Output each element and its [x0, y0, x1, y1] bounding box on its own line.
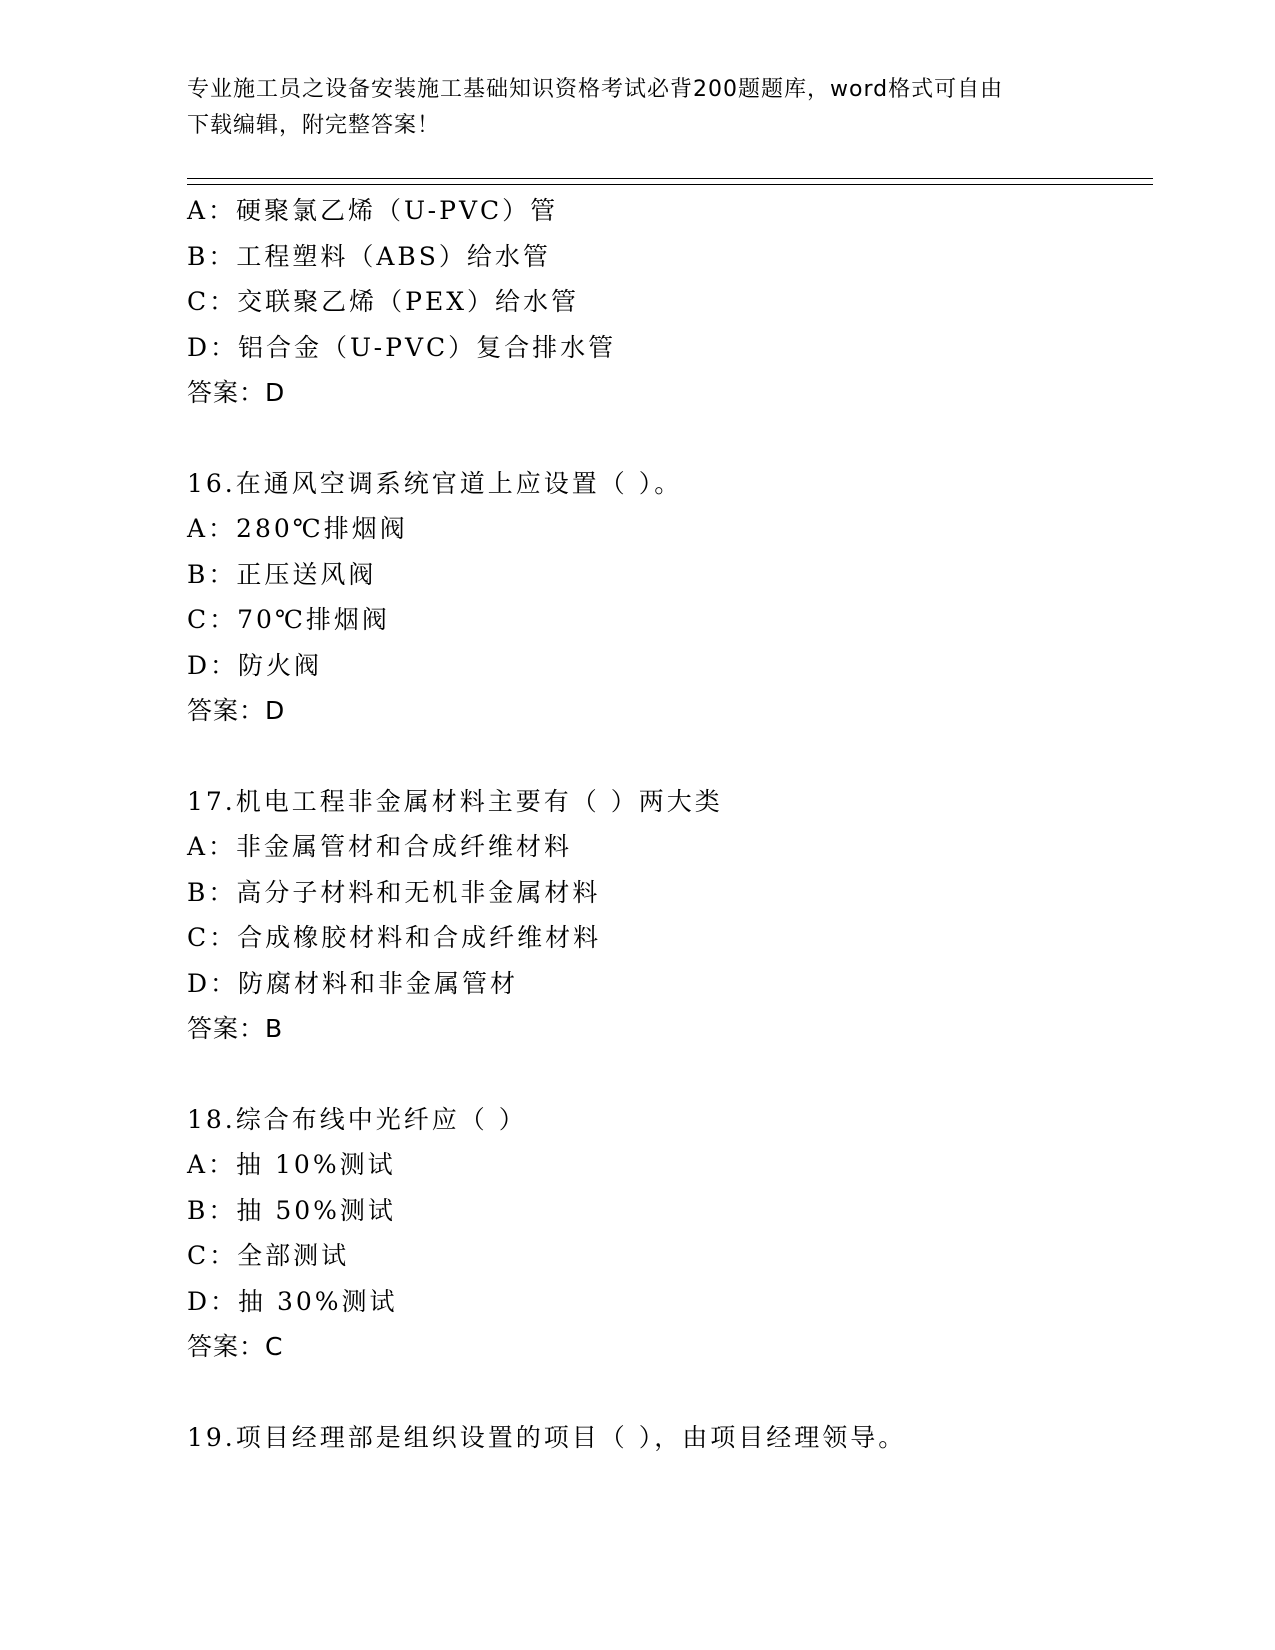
answer-line: 答案：D: [187, 378, 286, 407]
question-19-block: [187, 1415, 1147, 1461]
header-rule-top: [187, 178, 1153, 179]
header-rule-bottom: [187, 184, 1153, 185]
option-a: A：硬聚氯乙烯（U-PVC）管: [187, 196, 559, 225]
question-16-block: [187, 461, 1147, 734]
option-b: B：高分子材料和无机非金属材料: [187, 877, 601, 907]
option-c: C：全部测试: [187, 1241, 350, 1270]
answer-line: 答案：D: [187, 696, 286, 725]
answer-line: 答案：C: [187, 1332, 284, 1361]
header-line-1: 专业施工员之设备安装施工基础知识资格考试必背200题题库，word格式可自由: [187, 77, 1004, 102]
question-list: [187, 188, 1147, 1460]
question-text: 18.综合布线中光纤应（ ）: [187, 1104, 527, 1134]
option-c: C：交联聚乙烯（PEX）给水管: [187, 287, 579, 316]
question-text: 17.机电工程非金属材料主要有（ ）两大类: [187, 786, 723, 816]
option-a: A：280℃排烟阀: [187, 514, 408, 543]
option-a: A：抽 10%测试: [187, 1150, 396, 1179]
spacer: [187, 1370, 1147, 1415]
option-d: D：铝合金（U-PVC）复合排水管: [187, 332, 617, 362]
spacer: [187, 734, 1147, 779]
header-line-2: 下载编辑，附完整答案！: [187, 113, 441, 138]
option-b: B：工程塑料（ABS）给水管: [187, 241, 551, 271]
option-a: A：非金属管材和合成纤维材料: [187, 832, 573, 861]
question-15-block: [187, 188, 1147, 416]
option-b: B：正压送风阀: [187, 559, 377, 589]
option-c: C：70℃排烟阀: [187, 605, 390, 634]
answer-line: 答案：B: [187, 1014, 284, 1043]
spacer: [187, 1052, 1147, 1097]
question-18-block: [187, 1097, 1147, 1370]
option-d: D：防腐材料和非金属管材: [187, 968, 519, 998]
option-d: D：抽 30%测试: [187, 1286, 398, 1316]
document-header: [187, 72, 1087, 144]
question-text: 16.在通风空调系统官道上应设置（ ）。: [187, 468, 683, 498]
option-c: C：合成橡胶材料和合成纤维材料: [187, 923, 602, 952]
option-d: D：防火阀: [187, 650, 323, 680]
spacer: [187, 416, 1147, 461]
question-17-block: [187, 779, 1147, 1052]
question-text: 19.项目经理部是组织设置的项目（ ），由项目经理领导。: [187, 1422, 907, 1452]
option-b: B：抽 50%测试: [187, 1195, 396, 1225]
